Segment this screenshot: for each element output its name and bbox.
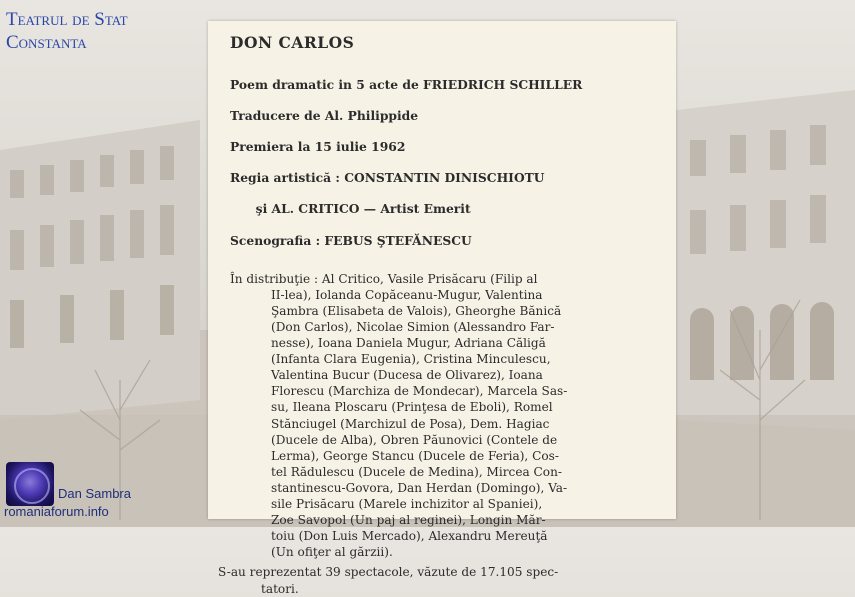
cast-line: Lerma), George Stancu (Ducele de Feria), Cos- — [271, 448, 559, 463]
credits-block — [230, 61, 664, 264]
credit-line: Premiera la 15 iulie 1962 — [230, 138, 406, 154]
cast-line: su, Ileana Ploscaru (Prinţesa de Eboli), Romel — [271, 400, 553, 415]
cast-line: stantinescu-Govora, Dan Herdan (Domingo), Va- — [271, 480, 568, 495]
credit-line: Traducere de Al. Philippide — [230, 107, 419, 123]
forum-logo-icon — [6, 462, 54, 506]
credit-line: Scenografia : FEBUS ŞTEFĂNESCU — [230, 232, 472, 248]
cast-line: Şambra (Elisabeta de Valois), Gheorghe Bănică — [271, 303, 562, 318]
site-title-line2: Constanta — [6, 32, 87, 53]
cast-line: În distribuţie : Al Critico, Vasile Prisăcaru (Filip al — [230, 271, 538, 286]
cast-line: Stănciugel (Marchizul de Posa), Dem. Hagiac — [271, 416, 550, 431]
credit-line: Poem dramatic in 5 acte de FRIEDRICH SCHILLER — [230, 76, 583, 92]
program-page — [208, 21, 676, 596]
site-title-line1: Teatrul de Stat — [6, 9, 128, 30]
cast-list — [230, 271, 664, 561]
cast-line: toiu (Don Luis Mercado), Alexandru Mereuţă — [271, 529, 548, 544]
cast-line: sile Prisăcaru (Marele inchizitor al Spaniei), — [271, 497, 543, 512]
cast-line: II-lea), Iolanda Copăceanu-Mugur, Valentina — [271, 287, 543, 302]
site-title — [6, 8, 128, 54]
cast-line: (Un ofiţer al gărzii). — [271, 545, 393, 560]
author-name: Dan Sambra — [58, 486, 131, 501]
summary-line: S-au reprezentat 39 spectacole, văzute de 17.105 spec- — [218, 565, 559, 580]
cast-line: tel Rădulescu (Ducele de Medina), Mircea Con- — [271, 464, 562, 479]
cast-line: (Don Carlos), Nicolae Simion (Alessandro Far- — [271, 320, 555, 334]
summary-line: tatori. — [261, 581, 299, 596]
performance-summary — [218, 564, 664, 596]
cast-line: (Infanta Clara Eugenia), Cristina Minculescu, — [271, 352, 551, 367]
cast-line: Zoe Savopol (Un paj al reginei), Longin Măr- — [271, 513, 546, 528]
cast-line: Florescu (Marchiza de Mondecar), Marcela Sas- — [271, 384, 568, 399]
cast-line: Valentina Bucur (Ducesa de Olivarez), Ioana — [271, 368, 543, 383]
cast-line: nesse), Ioana Daniela Mugur, Adriana Căligă — [271, 336, 546, 351]
forum-url: romaniaforum.info — [4, 504, 109, 519]
cast-line: (Ducele de Alba), Obren Păunovici (Contele de — [271, 432, 558, 447]
credit-line: şi AL. CRITICO — Artist Emerit — [230, 201, 471, 217]
credit-line: Regia artistică : CONSTANTIN DINISCHIOTU — [230, 170, 545, 186]
play-title: DON CARLOS — [230, 33, 355, 52]
